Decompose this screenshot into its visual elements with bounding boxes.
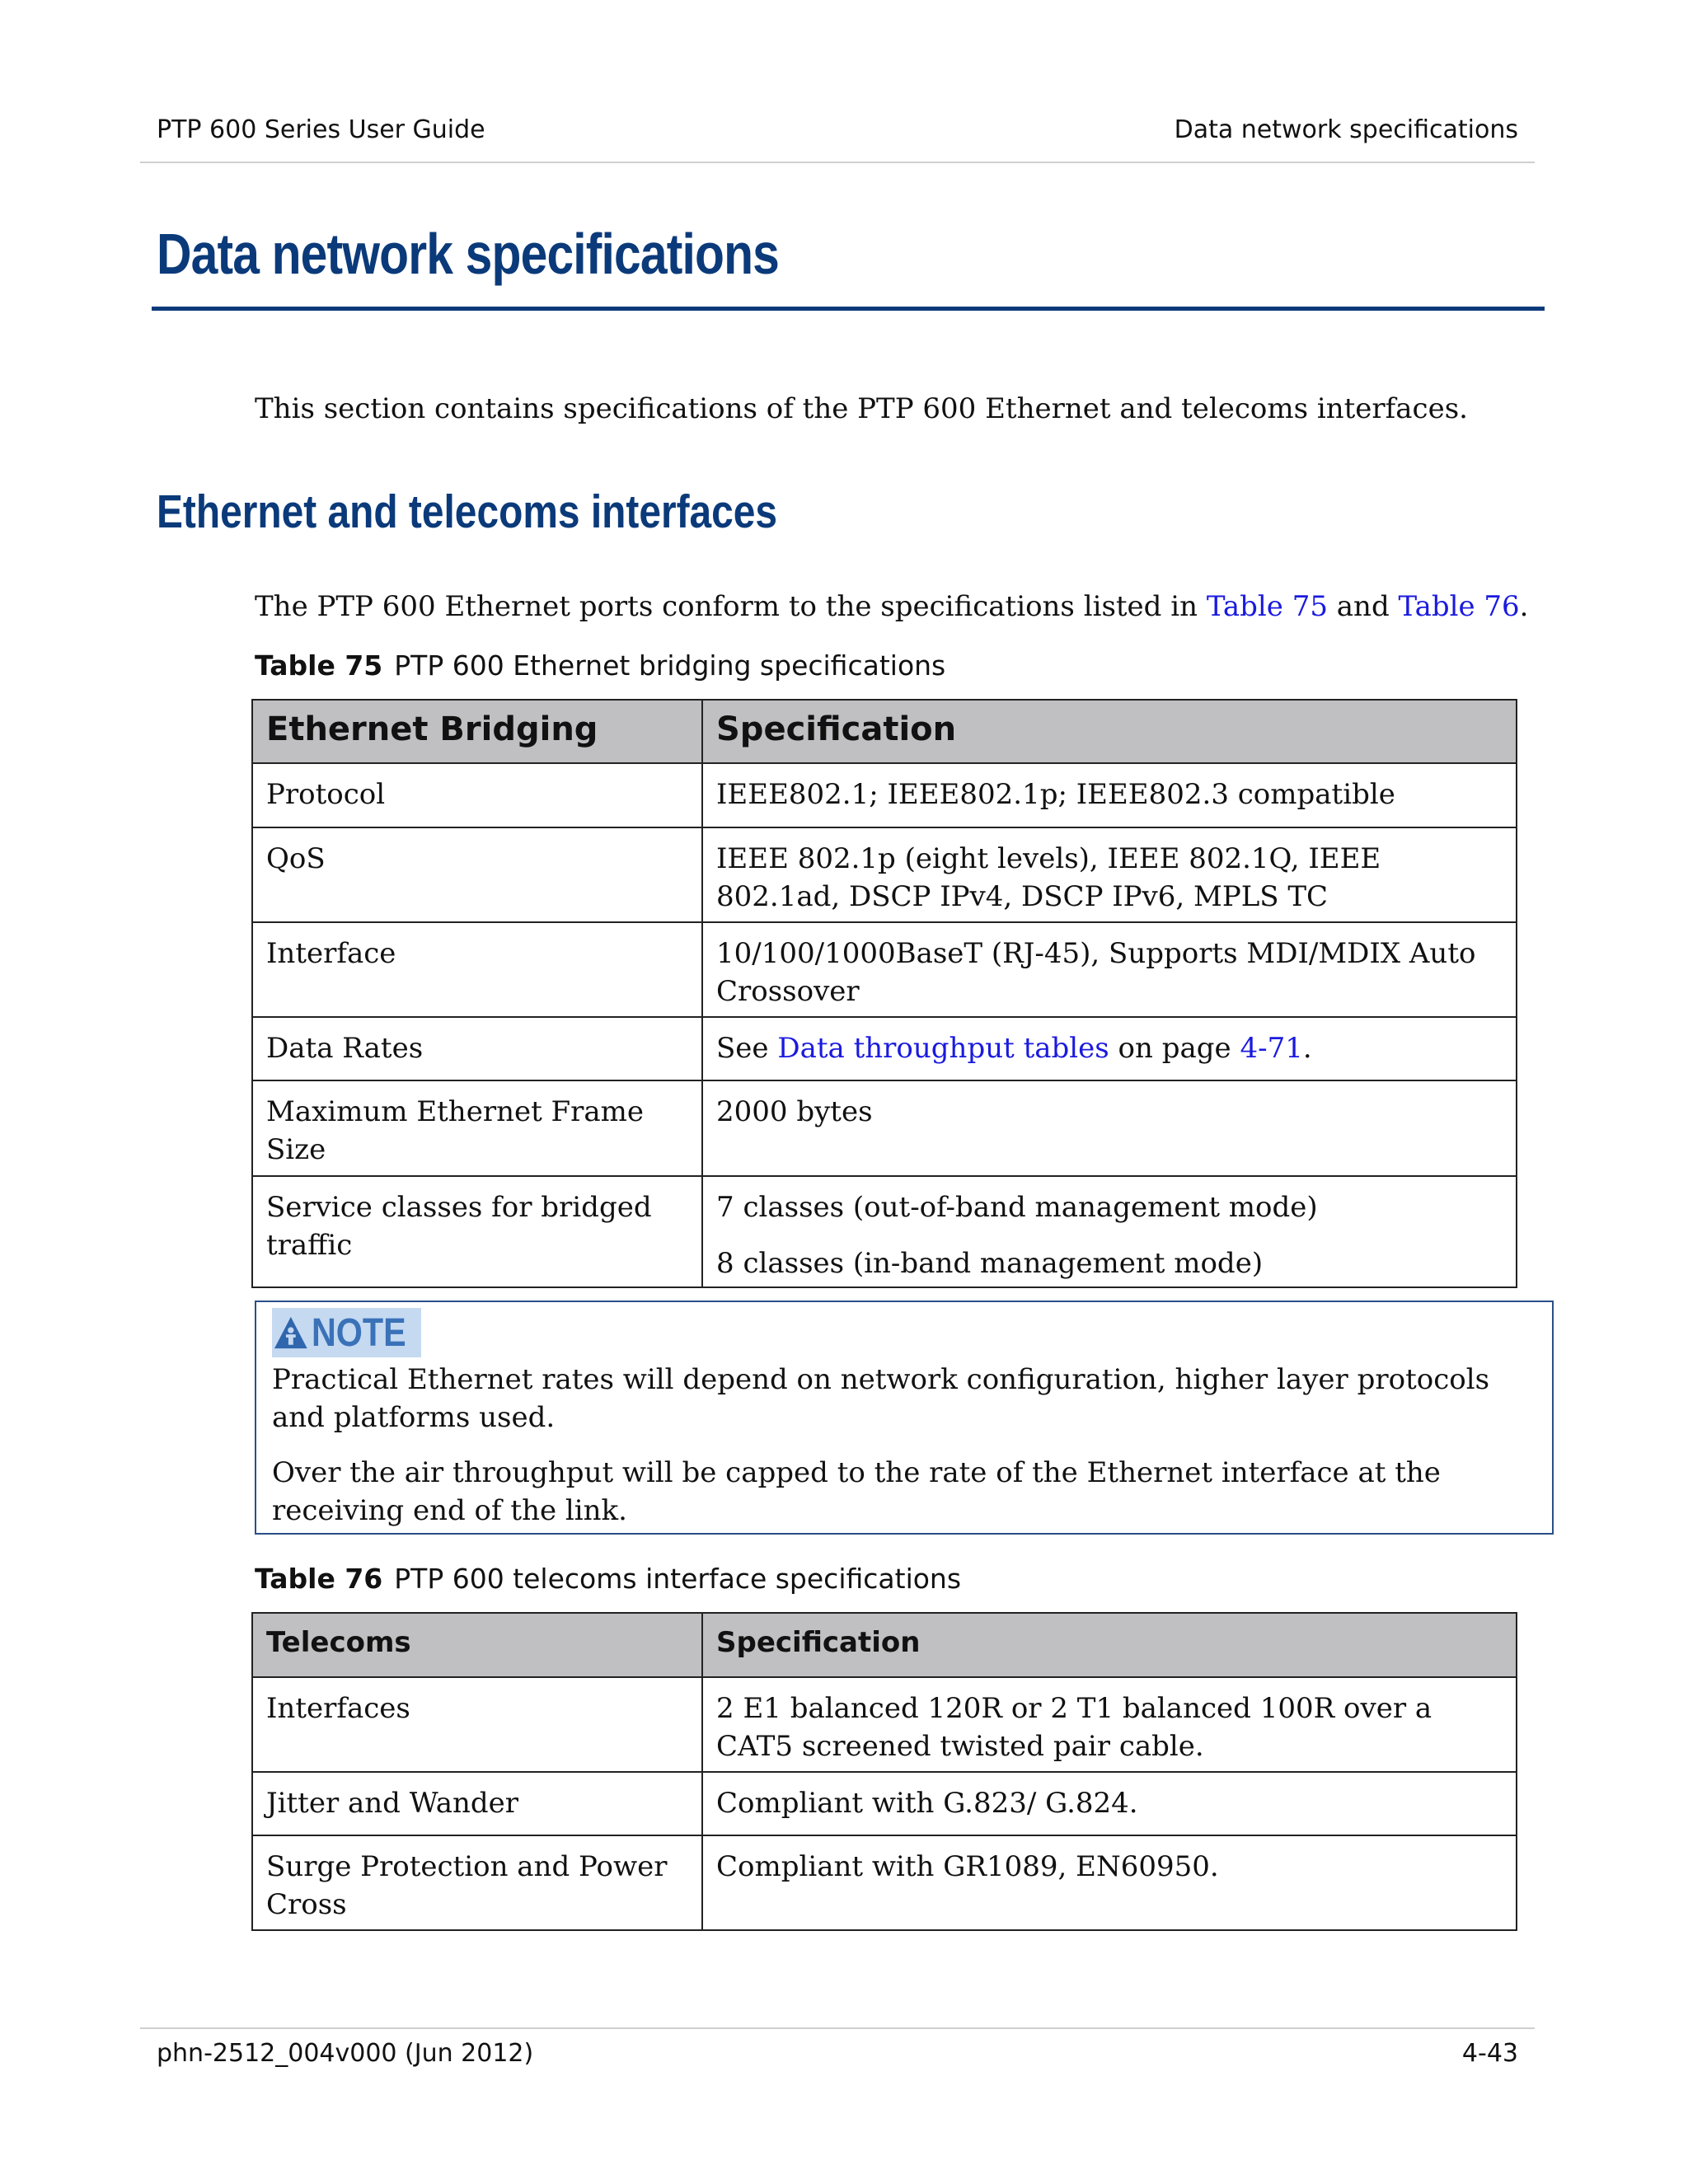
note-paragraph: Over the air throughput will be capped to the rate of the Ethernet interface at the receiving end of the link. — [272, 1456, 1441, 1527]
data-throughput-tables-link[interactable]: Data throughput tables — [777, 1032, 1109, 1065]
row-label: QoS — [252, 827, 702, 922]
header-divider — [140, 162, 1535, 163]
footer-doc-id: phn-2512_004v000 (Jun 2012) — [157, 2039, 534, 2068]
note-badge — [272, 1308, 421, 1357]
section-heading: Ethernet and telecoms interfaces — [157, 485, 778, 538]
row-value: 2 E1 balanced 120R or 2 T1 balanced 100R over a CAT5 screened twisted pair cable. — [702, 1677, 1517, 1772]
table-76-caption — [255, 1563, 961, 1595]
table-75-caption — [255, 649, 945, 682]
table-76-link[interactable]: Table 76 — [1398, 590, 1520, 623]
table-row — [252, 1772, 1517, 1835]
row-label: Interfaces — [252, 1677, 702, 1772]
row-value — [702, 1176, 1517, 1287]
table-row — [252, 827, 1517, 922]
running-header — [157, 115, 1518, 144]
footer-divider — [140, 2027, 1535, 2029]
table-row — [252, 1080, 1517, 1176]
table-row — [252, 922, 1517, 1017]
intro-paragraph: This section contains specifications of the PTP 600 Ethernet and telecoms interfaces. — [255, 392, 1468, 425]
note-paragraph: Practical Ethernet rates will depend on network configuration, higher layer protocols and platforms used. — [272, 1363, 1490, 1434]
row-value: Compliant with G.823/ G.824. — [702, 1772, 1517, 1835]
table-row — [252, 1176, 1517, 1287]
service-class-line: 7 classes (out-of-band management mode) — [716, 1191, 1318, 1224]
header-section-title: Data network specifications — [1174, 115, 1518, 144]
ethernet-bridging-table — [251, 699, 1517, 1288]
row-value: Compliant with GR1089, EN60950. — [702, 1835, 1517, 1930]
header-doc-title: PTP 600 Series User Guide — [157, 115, 485, 144]
table-row — [252, 1017, 1517, 1080]
row-label: Data Rates — [252, 1017, 702, 1080]
table-76-caption-number: Table 76 — [255, 1563, 383, 1595]
row-label: Interface — [252, 922, 702, 1017]
page-title: Data network specifications — [157, 222, 780, 286]
page-number: 4-43 — [1461, 2039, 1518, 2068]
table-header-row — [252, 1613, 1517, 1677]
data-rates-on-page: on page — [1109, 1032, 1240, 1065]
section-paragraph-end: . — [1519, 590, 1529, 623]
page-4-71-link[interactable]: 4-71 — [1240, 1032, 1303, 1065]
row-value: 10/100/1000BaseT (RJ-45), Supports MDI/MDIX Auto Crossover — [702, 922, 1517, 1017]
row-value — [702, 1017, 1517, 1080]
section-paragraph — [255, 590, 1528, 623]
table-row — [252, 1677, 1517, 1772]
note-label: NOTE — [311, 1310, 406, 1355]
row-label: Maximum Ethernet Frame Size — [252, 1080, 702, 1176]
table-75-link[interactable]: Table 75 — [1206, 590, 1328, 623]
column-header-specification: Specification — [702, 700, 1517, 763]
row-label: Jitter and Wander — [252, 1772, 702, 1835]
row-label: Service classes for bridged traffic — [252, 1176, 702, 1287]
row-label: Surge Protection and Power Cross — [252, 1835, 702, 1930]
column-header-specification: Specification — [702, 1613, 1517, 1677]
section-paragraph-and: and — [1327, 590, 1399, 623]
data-rates-see: See — [716, 1032, 778, 1065]
table-75-caption-title: PTP 600 Ethernet bridging specifications — [394, 649, 946, 682]
row-label: Protocol — [252, 763, 702, 827]
title-underline — [152, 307, 1545, 311]
table-row — [252, 1835, 1517, 1930]
data-rates-end: . — [1302, 1032, 1312, 1065]
running-footer — [157, 2039, 1518, 2068]
column-header-ethernet-bridging: Ethernet Bridging — [252, 700, 702, 763]
telecoms-interface-table — [251, 1612, 1517, 1931]
section-paragraph-text: The PTP 600 Ethernet ports conform to the specifications listed in — [255, 590, 1207, 623]
row-value: IEEE802.1; IEEE802.1p; IEEE802.3 compatible — [702, 763, 1517, 827]
service-class-line: 8 classes (in-band management mode) — [716, 1247, 1264, 1280]
row-value: IEEE 802.1p (eight levels), IEEE 802.1Q, IEEE 802.1ad, DSCP IPv4, DSCP IPv6, MPLS TC — [702, 827, 1517, 922]
table-75-caption-number: Table 75 — [255, 649, 383, 682]
table-row — [252, 763, 1517, 827]
note-person-triangle-icon — [272, 1308, 310, 1357]
row-value: 2000 bytes — [702, 1080, 1517, 1176]
column-header-telecoms: Telecoms — [252, 1613, 702, 1677]
table-76-caption-title: PTP 600 telecoms interface specifications — [394, 1563, 962, 1595]
table-header-row — [252, 700, 1517, 763]
